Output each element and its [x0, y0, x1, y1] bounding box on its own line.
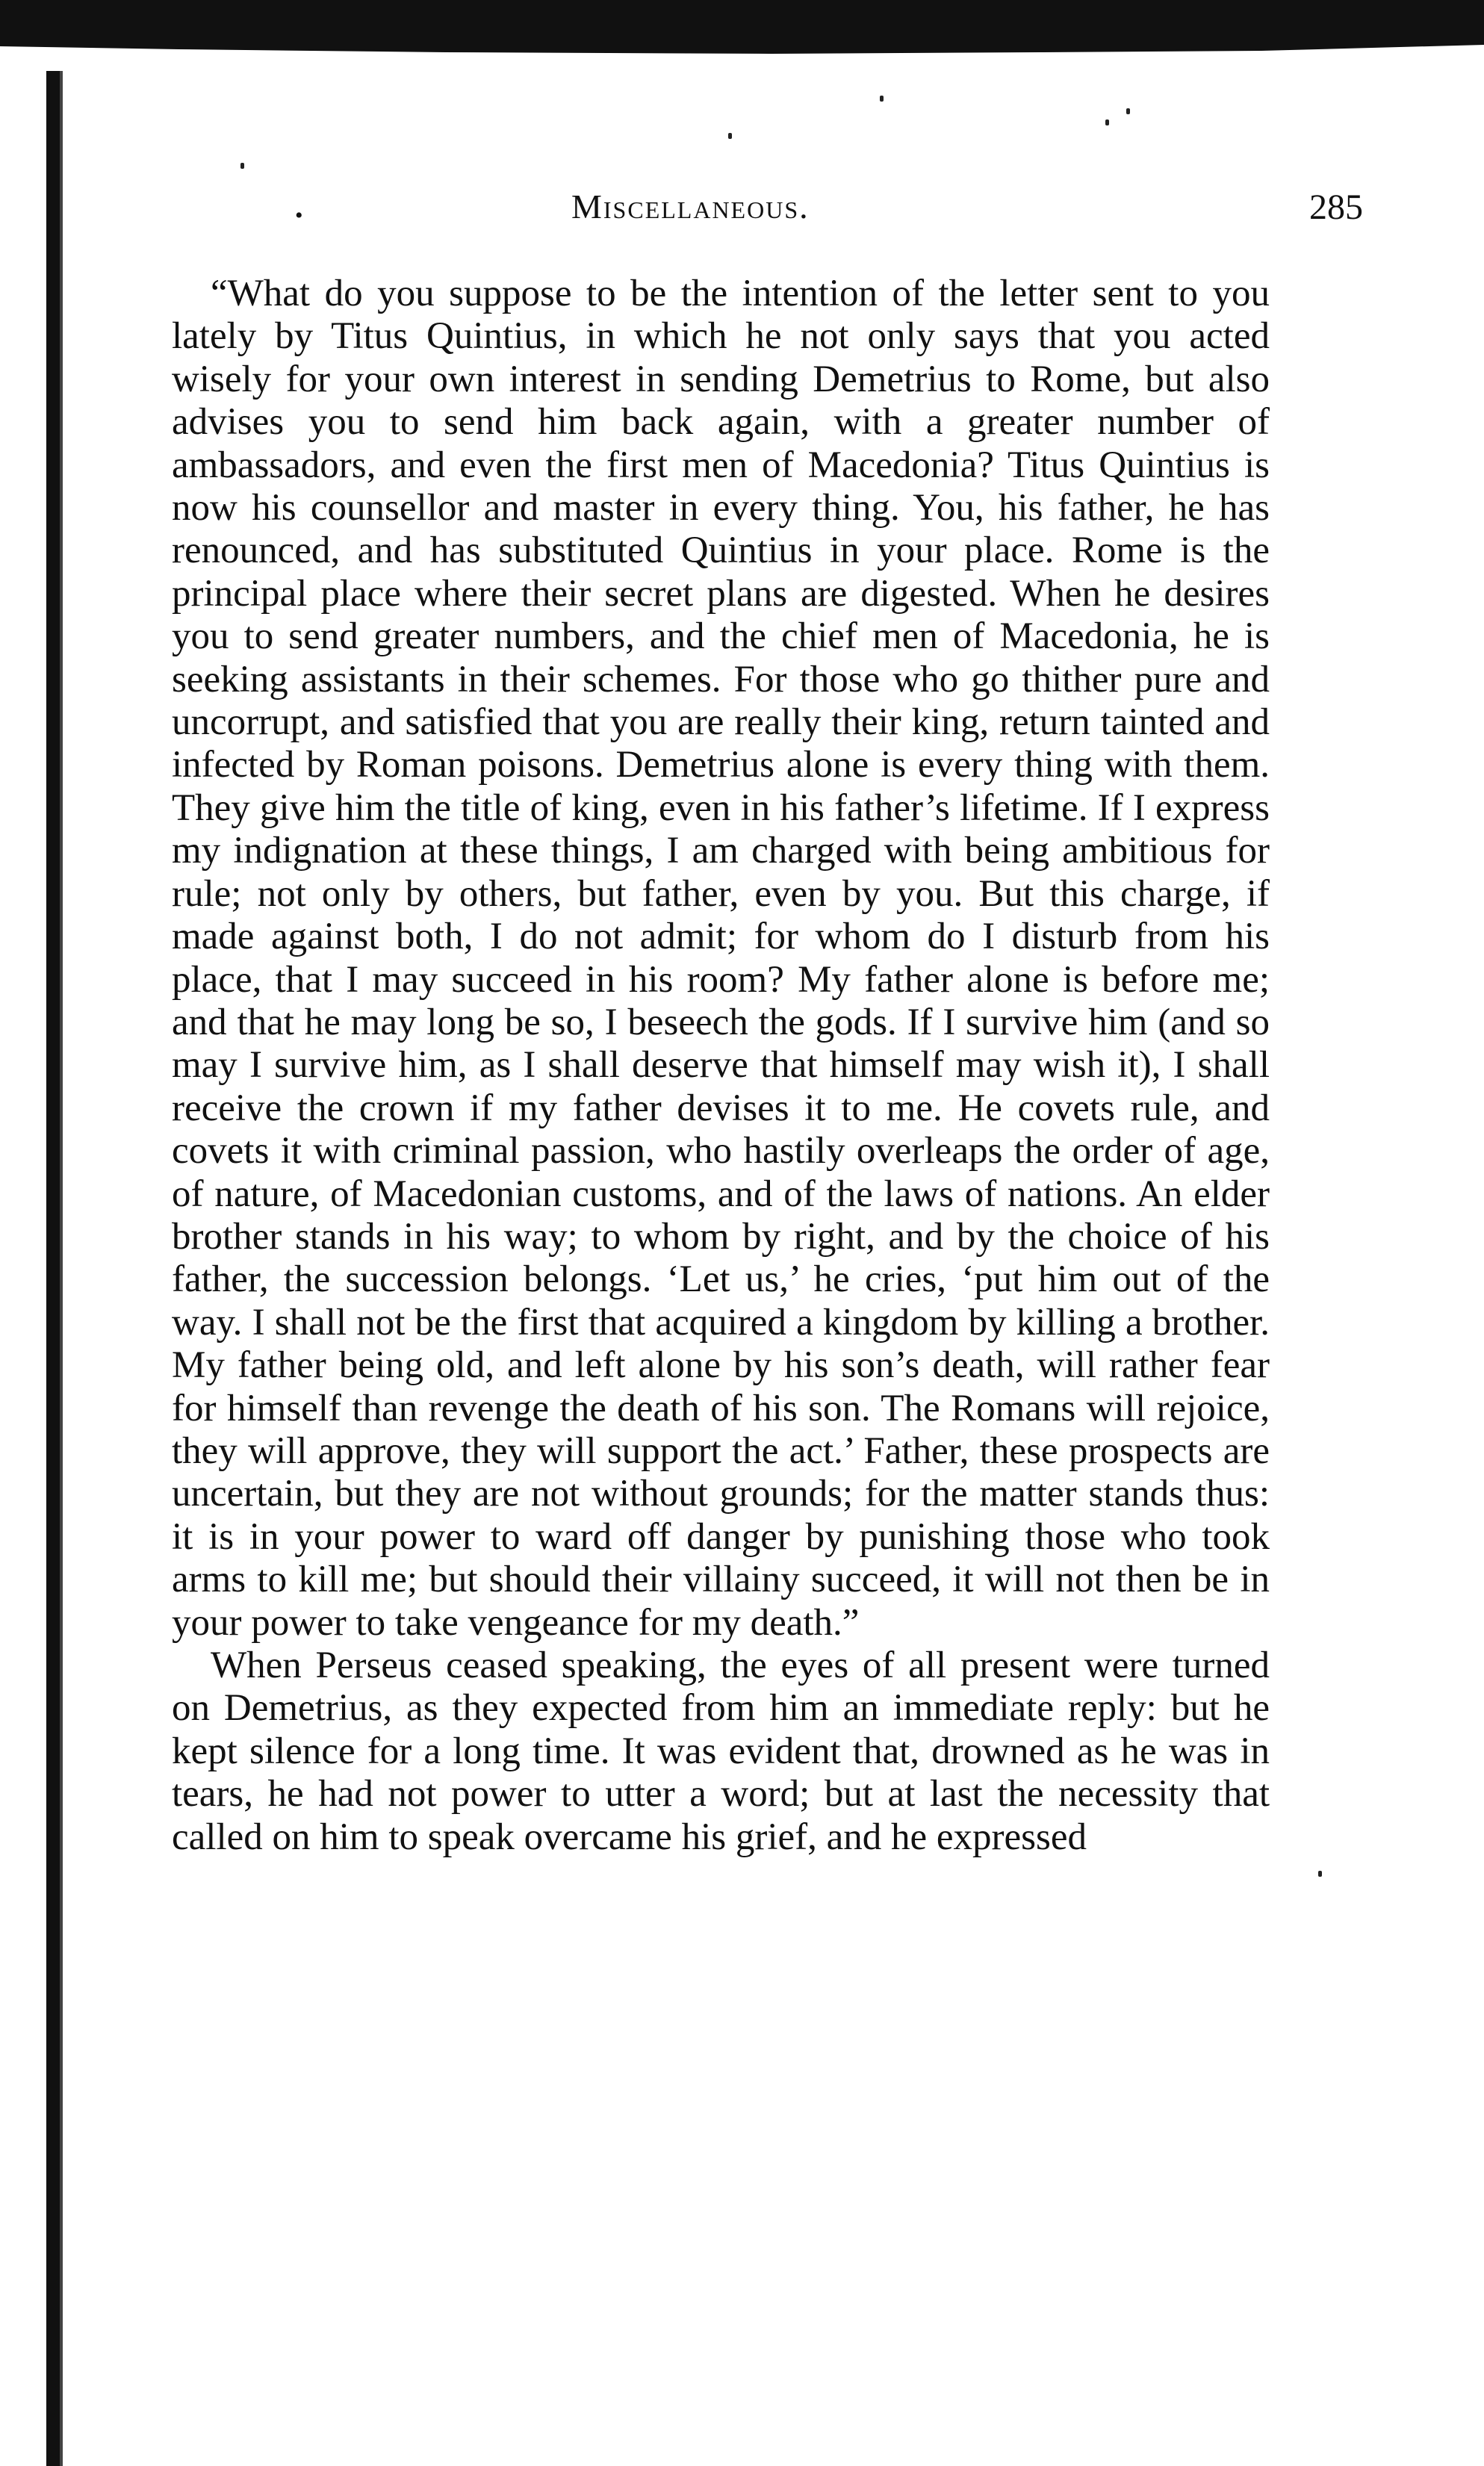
header-dot: • [295, 203, 303, 228]
body-text [172, 273, 1270, 1859]
scan-speck [880, 96, 884, 102]
scan-binding-edge [46, 71, 60, 2466]
paragraph-narrative: When Perseus ceased speaking, the eyes of all present were turned on Demetrius, as they expected from him an immediate reply: but he kept silence for a long time. It was evident that, drowned as he was in tears, he had not power to utter a word; but at last the necessity that called on him to speak overcame his grief, and he expressed [172, 1644, 1270, 1858]
scan-speck [240, 163, 244, 169]
paragraph-speech: “What do you suppose to be the intention of the letter sent to you lately by Titus Quintius, in which he not only says that you acted wisely for your own interest in sending Demetrius to Rome, but also advises you to send him back again, with a greater number of ambassadors, and even the first men of Macedonia? Titus Quintius is now his counsellor and master in every thing. You, his father, he has renounced, and has substituted Quintius in your place. Rome is the principal place where their secret plans are digested. When he desires you to send greater numbers, and the chief men of Macedonia, he is seeking assistants in their schemes. For those who go thither pure and uncorrupt, and satisfied that you are really their king, return tainted and infected by Roman poisons. Demetrius alone is every thing with them. They give him the title of king, even in his father’s lifetime. If I express my indignation at these things, I am charged with being ambitious for rule; not only by others, but father, even by you. But this charge, if made against both, I do not admit; for whom do I disturb from his place, that I may succeed in his room? My father alone is before me; and that he may long be so, I beseech the gods. If I survive him (and so may I survive him, as I shall deserve that himself may wish it), I shall receive the crown if my father devises it to me. He covets rule, and covets it with criminal passion, who hastily overleaps the order of age, of nature, of Macedonian customs, and of the laws of nations. An elder brother stands in his way; to whom by right, and by the choice of his father, the succession belongs. ‘Let us,’ he cries, ‘put him out of the way. I shall not be the first that acquired a kingdom by killing a brother. My father being old, and left alone by his son’s death, will rather fear for himself than revenge the death of his son. The Romans will rejoice, they will approve, they will support the act.’ Father, these prospects are uncertain, but they are not without grounds; for the matter stands thus: it is in your power to ward off danger by punishing those who took arms to kill me; but should their villainy succeed, it will not then be in your power to take vengeance for my death.” [172, 273, 1270, 1644]
scan-speck [728, 133, 732, 139]
scan-binding-shadow [60, 71, 63, 2466]
scan-top-edge [0, 0, 1484, 75]
scan-speck [1105, 119, 1109, 125]
running-head: Miscellaneous. [571, 187, 810, 226]
scan-speck [1318, 1871, 1322, 1877]
page-header [295, 187, 1363, 239]
scan-speck [1126, 108, 1130, 114]
page-number: 285 [1309, 187, 1363, 227]
